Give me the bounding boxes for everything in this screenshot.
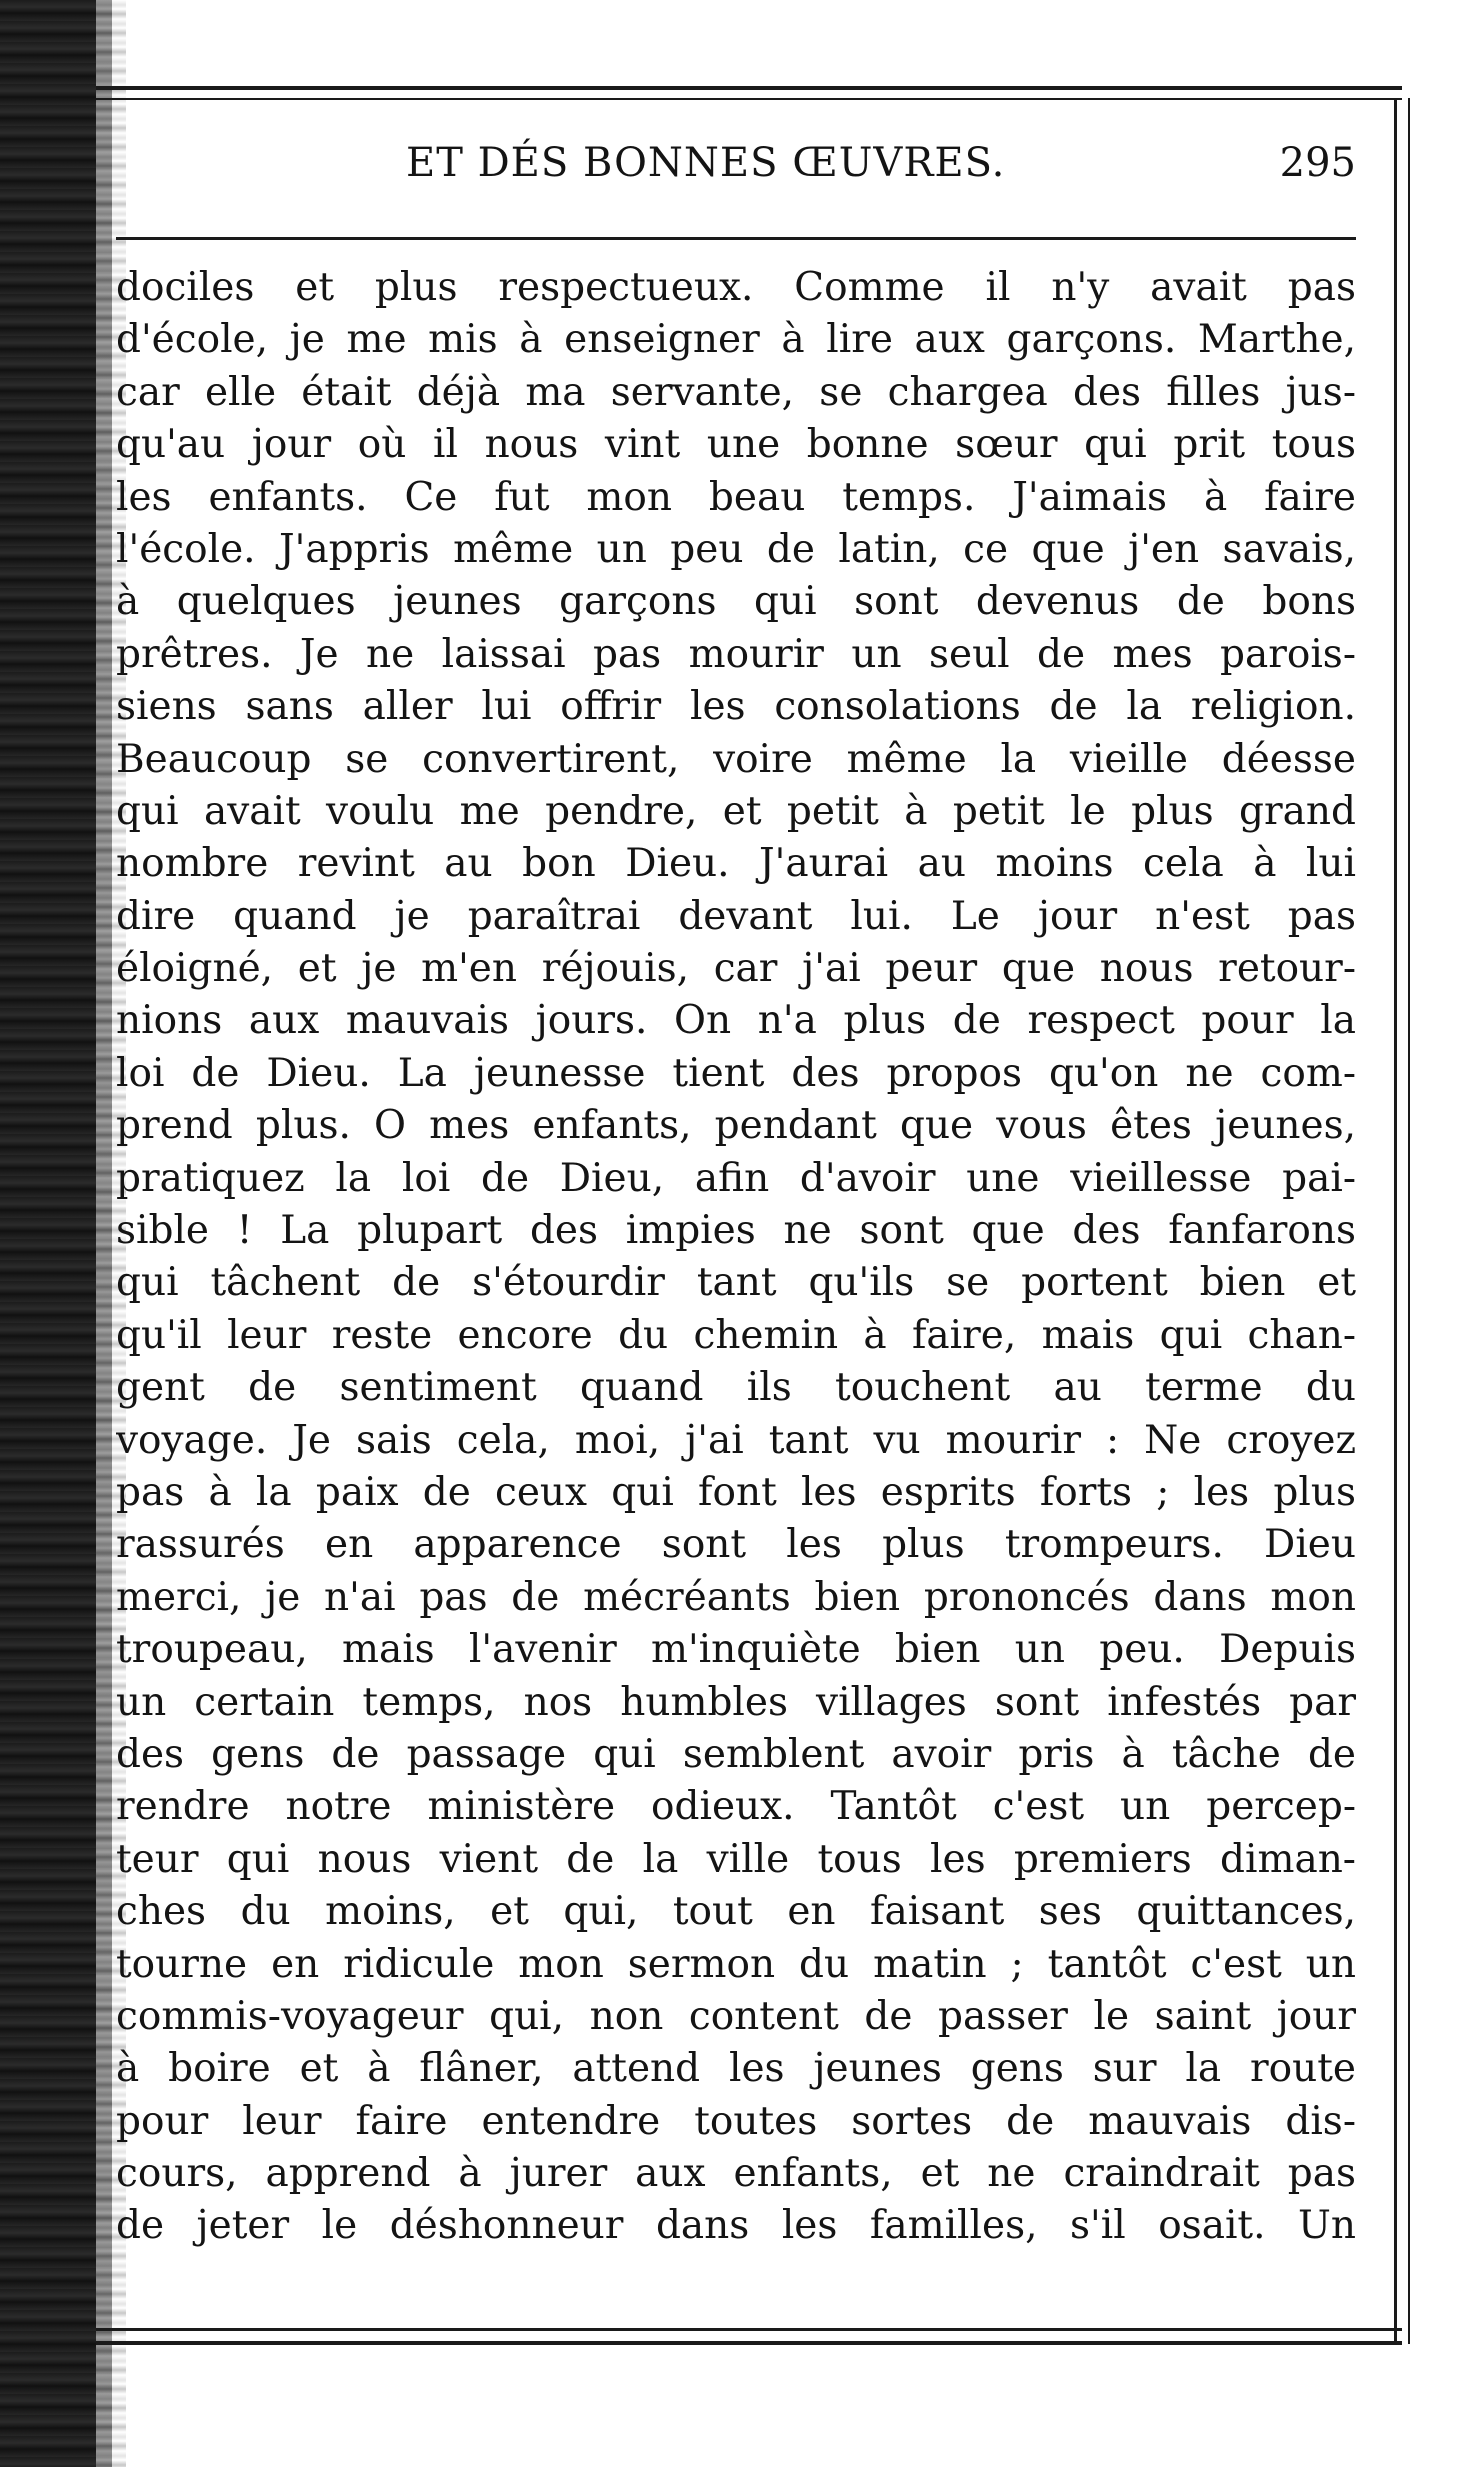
page-number: 295 bbox=[1279, 140, 1356, 186]
text-line: loi de Dieu. La jeunesse tient des propos qu'on ne com- bbox=[116, 1050, 1356, 1096]
text-line: siens sans aller lui offrir les consolations de la religion. bbox=[116, 684, 1356, 730]
frame-top-rule bbox=[96, 86, 1402, 90]
text-line: à boire et à flâner, attend les jeunes gens sur la route bbox=[116, 2046, 1356, 2092]
frame-bottom-rule bbox=[96, 2341, 1402, 2345]
text-line: d'école, je me mis à enseigner à lire aux garçons. Marthe, bbox=[116, 317, 1356, 363]
text-line: prend plus. O mes enfants, pendant que vous êtes jeunes, bbox=[116, 1103, 1356, 1149]
text-line: dire quand je paraîtrai devant lui. Le jour n'est pas bbox=[116, 893, 1356, 939]
text-line: teur qui nous vient de la ville tous les premiers diman- bbox=[116, 1836, 1356, 1882]
text-line: des gens de passage qui semblent avoir pris à tâche de bbox=[116, 1731, 1356, 1777]
text-line: nombre revint au bon Dieu. J'aurai au moins cela à lui bbox=[116, 841, 1356, 887]
text-line: pour leur faire entendre toutes sortes de mauvais dis- bbox=[116, 2098, 1356, 2144]
running-title: ET DÉS BONNES ŒUVRES. bbox=[406, 140, 1006, 186]
text-line: tourne en ridicule mon sermon du matin ; tantôt c'est un bbox=[116, 1941, 1356, 1987]
body-text bbox=[116, 262, 1356, 2253]
text-line: dociles et plus respectueux. Comme il n'y avait pas bbox=[116, 265, 1356, 310]
text-line: ches du moins, et qui, tout en faisant ses quittances, bbox=[116, 1889, 1356, 1935]
text-line: car elle était déjà ma servante, se chargea des filles jus- bbox=[116, 369, 1356, 415]
text-line: commis-voyageur qui, non content de passer le saint jour bbox=[116, 1993, 1356, 2039]
text-line: Beaucoup se convertirent, voire même la vieille déesse bbox=[116, 736, 1356, 782]
text-line: gent de sentiment quand ils touchent au terme du bbox=[116, 1365, 1356, 1411]
text-line: voyage. Je sais cela, moi, j'ai tant vu mourir : Ne croyez bbox=[116, 1417, 1356, 1463]
text-line: qui tâchent de s'étourdir tant qu'ils se portent bien et bbox=[116, 1260, 1356, 1306]
frame-top-inner-rule bbox=[96, 98, 1402, 100]
text-line: qu'au jour où il nous vint une bonne sœur qui prit tous bbox=[116, 422, 1356, 468]
frame-bottom-inner-rule bbox=[96, 2328, 1402, 2331]
text-line: rendre notre ministère odieux. Tantôt c'est un percep- bbox=[116, 1784, 1356, 1830]
text-line: troupeau, mais l'avenir m'inquiète bien un peu. Depuis bbox=[116, 1627, 1356, 1673]
text-line: cours, apprend à jurer aux enfants, et ne craindrait pas bbox=[116, 2151, 1356, 2197]
text-line: les enfants. Ce fut mon beau temps. J'aimais à faire bbox=[116, 474, 1356, 520]
text-line: de jeter le déshonneur dans les familles, s'il osait. Un bbox=[116, 2203, 1356, 2249]
text-line: l'école. J'appris même un peu de latin, ce que j'en savais, bbox=[116, 526, 1356, 572]
text-line: rassurés en apparence sont les plus trompeurs. Dieu bbox=[116, 1522, 1356, 1568]
frame-right-rule bbox=[1408, 98, 1410, 2344]
page-header bbox=[116, 140, 1356, 210]
text-line: un certain temps, nos humbles villages sont infestés par bbox=[116, 1679, 1356, 1725]
header-rule bbox=[116, 237, 1356, 240]
text-line: nions aux mauvais jours. On n'a plus de respect pour la bbox=[116, 998, 1356, 1044]
frame-right-inner-rule bbox=[1394, 98, 1397, 2344]
text-line: merci, je n'ai pas de mécréants bien prononcés dans mon bbox=[116, 1574, 1356, 1620]
text-line: éloigné, et je m'en réjouis, car j'ai peur que nous retour- bbox=[116, 946, 1356, 992]
text-line: qui avait voulu me pendre, et petit à petit le plus grand bbox=[116, 788, 1356, 834]
text-line: à quelques jeunes garçons qui sont devenus de bons bbox=[116, 579, 1356, 625]
text-line: qu'il leur reste encore du chemin à faire, mais qui chan- bbox=[116, 1312, 1356, 1358]
text-line: prêtres. Je ne laissai pas mourir un seul de mes parois- bbox=[116, 631, 1356, 677]
text-line: sible ! La plupart des impies ne sont que des fanfarons bbox=[116, 1208, 1356, 1254]
text-line: pas à la paix de ceux qui font les esprits forts ; les plus bbox=[116, 1469, 1356, 1515]
text-line: pratiquez la loi de Dieu, afin d'avoir une vieillesse pai- bbox=[116, 1155, 1356, 1201]
